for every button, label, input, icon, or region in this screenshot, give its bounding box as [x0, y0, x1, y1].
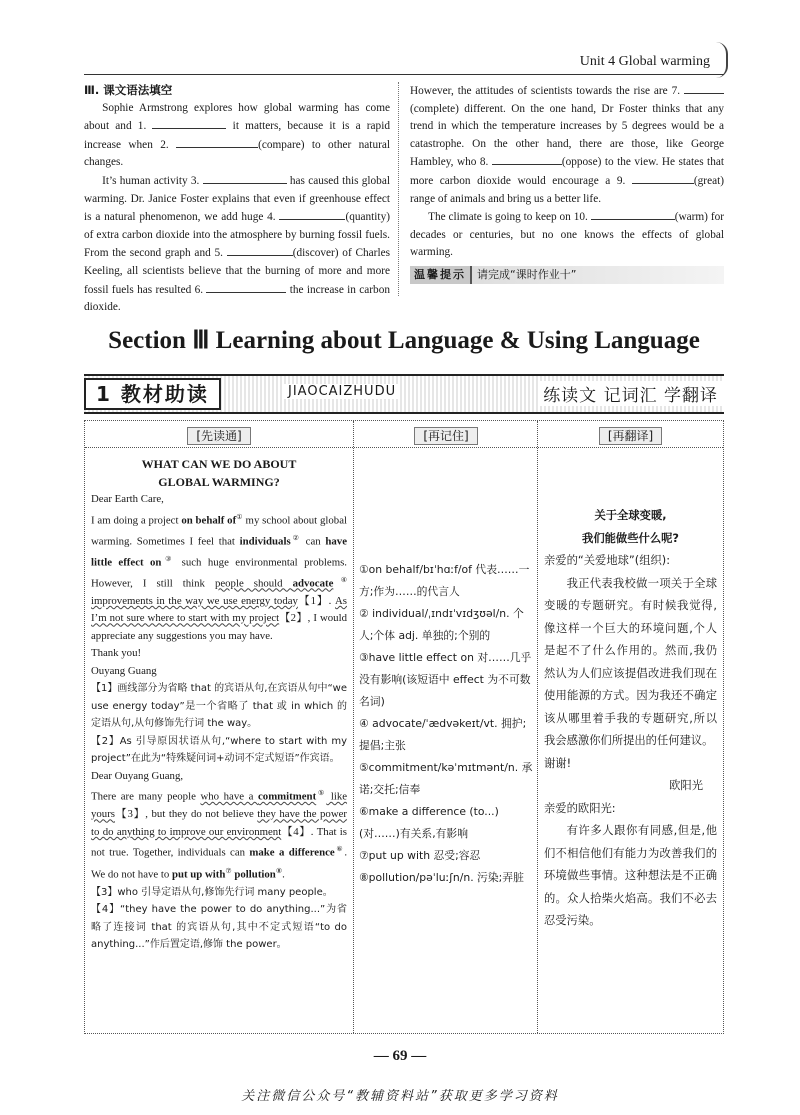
exercise-paragraph-3: However, the attitudes of scientists towards the rise are 7. (complete) different. On the one hand, Dr Foster thinks that any trend in which the temperature increases by 5 degrees would be a catastrophe. On the other hand, there are those, like George Hambley, who 8. (oppose) to the view. He states that more carbon dioxide would encourage a 9. (great) range of animals and bring us a better life. — [410, 82, 724, 208]
blank-3[interactable] — [203, 172, 287, 184]
column-translate — [537, 421, 723, 1033]
translation-title-2: 我们能做些什么呢? — [582, 531, 679, 545]
exercise-paragraph-4: The climate is going to keep on 10. (warm) for decades or centuries, but no one knows the effects of global warming. — [410, 208, 724, 262]
letter-2: There are many people who have a commitment⑤ like yours【3】, but they do not believe they have the power to do anything to improve our environment【4】. That is not true. Together, individuals can make a difference⑥. We do not have to put up with⑦ pollution⑧. — [91, 789, 348, 881]
note-4: 【4】“they have the power to do anything...”为省略了连接词 that 的宾语从句,其中不定式短语“to do anything...”作后置定语,修饰 the power。 — [91, 904, 347, 951]
translation-greeting-2: 亲爱的欧阳光: — [544, 801, 616, 815]
signature-1: Ouyang Guang — [91, 664, 157, 677]
vocab-item: ② individual/ˌɪndɪˈvɪdʒʊəl/n. 个人;个体 adj. 单独的;个别的 — [359, 607, 524, 642]
reading-table — [84, 420, 724, 1034]
translation-thanks: 谢谢! — [544, 756, 572, 770]
translation-greeting-1: 亲爱的“关爱地球”(组织): — [544, 554, 670, 567]
blank-6[interactable] — [206, 281, 286, 293]
tip-box — [410, 266, 724, 284]
column-read-header: [先读通] — [85, 427, 353, 445]
vocab-item: ⑤commitment/kəˈmɪtmənt/n. 承诺;交托;信奉 — [359, 761, 533, 796]
footer-note: 关注微信公众号“教辅资料站”获取更多学习资料 — [241, 1089, 559, 1104]
section-title: Section Ⅲ Learning about Language & Using Language — [108, 327, 700, 354]
translation-title-1: 关于全球变暖, — [594, 509, 667, 522]
translation — [544, 505, 717, 933]
note-3: 【3】who 引导定语从句,修饰先行词 many people。 — [91, 886, 333, 898]
passage-title-line2: GLOBAL WARMING? — [158, 475, 280, 489]
exercise-right-column — [410, 82, 724, 284]
note-1: 【1】画线部分为省略 that 的宾语从句,在宾语从句中“we use energy today”是一个省略了 that 或 in which 的定语从句,从句修饰先行词 the way。 — [91, 683, 347, 730]
greeting-2: Dear Ouyang Guang, — [91, 769, 184, 782]
blank-1[interactable] — [152, 117, 226, 129]
vocab-item: ⑦put up with 忍受;容忍 — [359, 849, 481, 862]
tip-text: 请完成“课时作业十” — [477, 267, 577, 281]
letter-1: I am doing a project on behalf of① my school about global warming. Sometimes I feel that individuals② can have little effect on③ such huge environmental problems. However, I still think people should advocate④ improvements in the way we use energy today【1】. As I’m not sure where to start with my project【2】, I would appreciate any suggestions you may have. — [91, 512, 347, 642]
unit-header: Unit 4 Global warming — [579, 54, 710, 69]
tip-label: 温馨提示 — [410, 266, 472, 284]
blank-7[interactable] — [684, 82, 724, 94]
thanks: Thank you! — [91, 647, 142, 660]
blank-10[interactable] — [591, 208, 675, 220]
exercise-left-column — [84, 82, 390, 317]
column-read — [85, 421, 353, 1033]
page-number: — 69 — — [373, 1048, 427, 1064]
column-remember — [353, 421, 538, 1033]
blank-8[interactable] — [492, 153, 562, 165]
textbook-guide-banner — [84, 374, 724, 414]
vocab-item: ④ advocate/ˈædvəkeɪt/vt. 拥护;提倡;主张 — [359, 717, 527, 752]
vocab-item: ①on behalf/bɪˈhɑːf/of 代表……一方;作为……的代言人 — [359, 563, 530, 598]
banner-title: 1 教材助读 — [84, 378, 221, 410]
vocab-item: ⑥make a difference (to...)(对……)有关系,有影响 — [359, 805, 499, 840]
header-rule — [84, 74, 724, 75]
column-translate-header: [再翻译] — [538, 427, 723, 445]
translation-paragraph-2: 有许多人跟你有同感,但是,他们不相信他们有能力为改善我们的环境做些事情。这种想法是不正确的。众人拾柴火焰高。我们不必去忍受污染。 — [544, 824, 717, 927]
exercise-heading: Ⅲ. 课文语法填空 — [84, 83, 173, 97]
blank-9[interactable] — [632, 172, 694, 184]
banner-motto: 练读文 记词汇 学翻译 — [539, 381, 722, 406]
greeting-1: Dear Earth Care, — [91, 493, 164, 505]
exercise-paragraph-2: It’s human activity 3. has caused this global warming. Dr. Janice Foster explains that even if greenhouse effect is a natural phenomenon, we add huge 4. (quantity) of extra carbon dioxide into the atmosphere by burning fossil fuels. From the second graph and 5. (discover) of Charles Keeling, all scientists believe that the burning of more and more fossil fuels has resulted 6. the increase in carbon dioxide. — [84, 172, 390, 317]
note-2: 【2】As 引导原因状语从句,“where to start with my project”在此为“特殊疑问词+动词不定式短语”作宾语。 — [91, 735, 347, 765]
vocab-item: ③have little effect on 对……几乎没有影响(该短语中 effect 为不可数名词) — [359, 651, 532, 708]
banner-pinyin: JIAOCAIZHUDU — [284, 384, 400, 399]
translation-paragraph-1: 我正代表我校做一项关于全球变暖的专题研究。有时候我觉得,像这样一个巨大的环境问题,个人是起不了什么作用的。然而,我仍然认为人们应该提倡改进我们现在使用能源的方式。因为我还不确定该从哪里着手我的专题研究,所以我会感激你们所提出的任何建议。 — [544, 576, 717, 747]
exercise-column-divider — [398, 82, 399, 296]
passage — [91, 455, 347, 954]
exercise-paragraph-1: Sophie Armstrong explores how global warming has come about and 1. it matters, because it is a rapid increase when 2. (compare) to other natural changes. — [84, 101, 391, 169]
passage-title-line1: WHAT CAN WE DO ABOUT — [141, 457, 297, 471]
column-remember-header: [再记住] — [354, 427, 538, 445]
blank-5[interactable] — [227, 244, 293, 256]
header-bracket-decoration — [716, 42, 728, 78]
vocabulary-list — [359, 559, 534, 889]
translation-signature: 欧阳光 — [669, 779, 703, 792]
vocab-item: ⑧pollution/pəˈluːʃn/n. 污染;弄脏 — [359, 871, 524, 884]
blank-2[interactable] — [176, 136, 258, 148]
blank-4[interactable] — [279, 208, 345, 220]
